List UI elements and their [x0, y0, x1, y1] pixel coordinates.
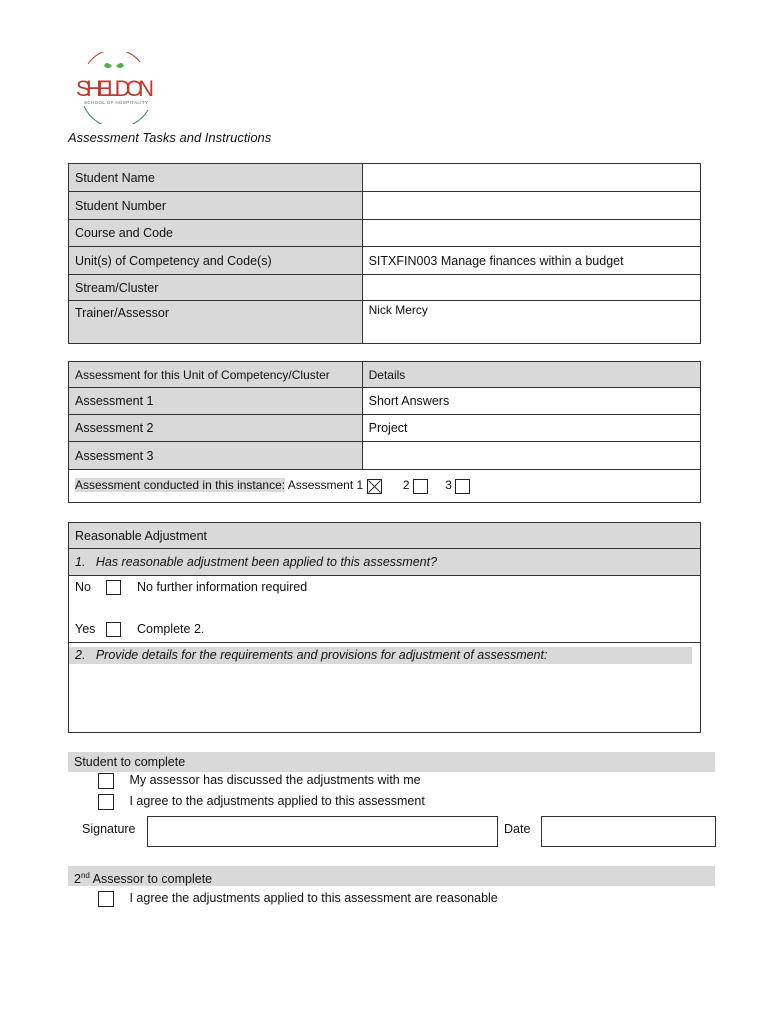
row-label: Trainer/Assessor — [69, 301, 363, 344]
svg-text:SCHOOL OF HOSPITALITY: SCHOOL OF HOSPITALITY — [84, 100, 148, 105]
svg-text:SHELDON: SHELDON — [76, 76, 154, 101]
student-item-2 — [98, 794, 425, 810]
yes-text: Complete 2. — [136, 622, 205, 636]
agree-adjustments-checkbox[interactable] — [98, 794, 114, 810]
question-2 — [69, 642, 700, 664]
table-row — [69, 192, 701, 220]
unit-competency-field[interactable]: SITXFIN003 Manage finances within a budget — [362, 247, 700, 275]
row-label: Stream/Cluster — [69, 275, 363, 301]
date-field[interactable] — [541, 816, 716, 847]
question-2-text: 2. Provide details for the requirements and provisions for adjustment of assessment: — [69, 647, 692, 664]
table-row — [69, 388, 701, 415]
table-row — [69, 220, 701, 247]
assessor-2-header-num: 2 — [74, 872, 81, 887]
logo-graphic — [70, 52, 170, 124]
sheldon-logo — [70, 52, 170, 124]
assessor-2-header-sup: nd — [80, 871, 90, 880]
yes-checkbox[interactable] — [106, 622, 121, 637]
assessor-2-item-1-text: I agree the adjustments applied to this assessment are reasonable — [129, 891, 498, 906]
adjustment-details-field[interactable] — [69, 668, 700, 732]
row-label: Student Number — [69, 192, 363, 220]
row-label: Assessment 3 — [69, 442, 363, 470]
assessment-2-option-label: 2 — [402, 478, 410, 493]
table-row — [69, 247, 701, 275]
document-title: Assessment Tasks and Instructions — [68, 130, 272, 145]
assessment-conducted-cell — [69, 470, 701, 503]
signature-label: Signature — [82, 822, 136, 836]
student-item-1-text: My assessor has discussed the adjustments with me — [129, 773, 421, 788]
row-label: Student Name — [69, 164, 363, 192]
course-code-field[interactable] — [362, 220, 700, 247]
assessment-3-checkbox[interactable] — [455, 479, 470, 494]
stream-cluster-field[interactable] — [362, 275, 700, 301]
row-label: Assessment 1 — [69, 388, 363, 415]
row-label: Unit(s) of Competency and Code(s) — [69, 247, 363, 275]
table-row — [69, 301, 701, 344]
student-name-field[interactable] — [362, 164, 700, 192]
yes-label: Yes — [75, 622, 96, 636]
no-text: No further information required — [136, 580, 308, 594]
no-label: No — [75, 580, 91, 594]
signature-field[interactable] — [147, 816, 498, 847]
student-info-table — [68, 163, 701, 344]
assessment-3-details[interactable] — [362, 442, 700, 470]
assessor-agree-checkbox[interactable] — [98, 891, 114, 907]
table-header-row — [69, 362, 701, 388]
no-checkbox[interactable] — [106, 580, 121, 595]
assessment-3-option-label: 3 — [445, 478, 452, 493]
assessment-1-details[interactable]: Short Answers — [362, 388, 700, 415]
assessor-2-item-1 — [98, 891, 498, 907]
trainer-assessor-field[interactable]: Nick Mercy — [362, 301, 700, 344]
row-label: Assessment 2 — [69, 415, 363, 442]
assessment-2-details[interactable]: Project — [362, 415, 700, 442]
assessment-1-option-label: Assessment 1 — [287, 478, 364, 493]
column-header: Assessment for this Unit of Competency/Cluster — [69, 362, 363, 388]
table-row — [69, 415, 701, 442]
student-number-field[interactable] — [362, 192, 700, 220]
date-label: Date — [504, 822, 531, 836]
table-row — [69, 275, 701, 301]
assessor-discussed-checkbox[interactable] — [98, 773, 114, 789]
student-item-2-text: I agree to the adjustments applied to this assessment — [129, 794, 425, 809]
table-row — [69, 470, 701, 503]
assessor-2-header — [68, 866, 715, 886]
table-row — [69, 164, 701, 192]
no-option — [75, 580, 307, 595]
assessor-2-header-text: Assessor to complete — [89, 872, 213, 887]
conducted-label: Assessment conducted in this instance: — [75, 478, 286, 493]
question-1: 1. Has reasonable adjustment been applied to this assessment? — [69, 549, 700, 576]
section-header: Reasonable Adjustment — [69, 523, 700, 549]
student-item-1 — [98, 773, 421, 789]
student-complete-header: Student to complete — [68, 752, 715, 772]
yes-option — [75, 622, 204, 637]
column-header: Details — [362, 362, 700, 388]
assessment-table — [68, 361, 701, 503]
reasonable-adjustment-section — [68, 522, 701, 733]
row-label: Course and Code — [69, 220, 363, 247]
assessment-1-checkbox[interactable] — [367, 479, 382, 494]
assessment-2-checkbox[interactable] — [413, 479, 428, 494]
table-row — [69, 442, 701, 470]
